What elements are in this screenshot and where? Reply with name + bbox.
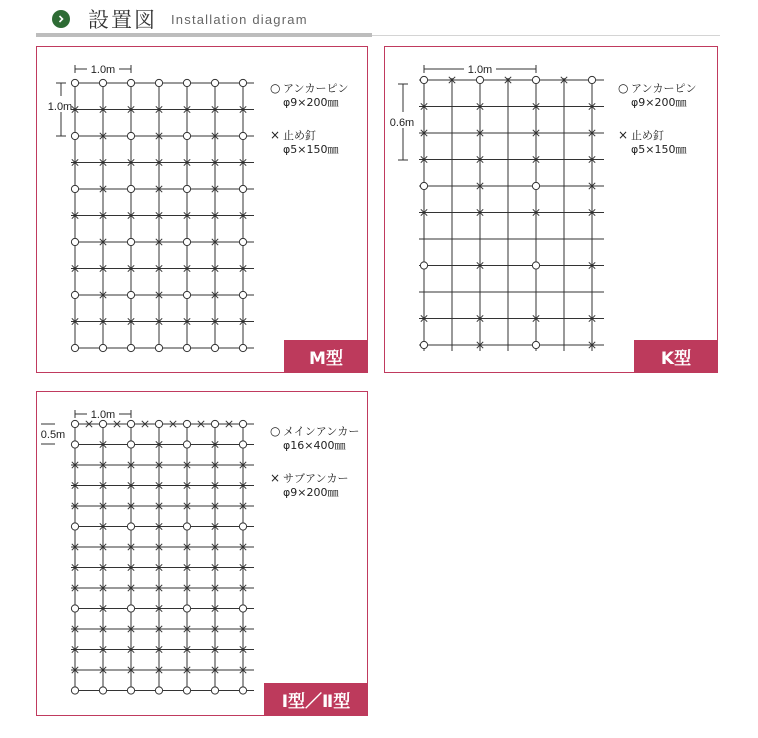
anchor-circle-marker [127, 79, 134, 86]
anchor-circle-marker [532, 182, 539, 189]
m-horizontal-dimension [75, 64, 131, 76]
i-horizontal-dimension [75, 409, 131, 421]
anchor-circle-marker [71, 132, 78, 139]
panel-m-type [36, 46, 368, 373]
anchor-circle-marker [211, 79, 218, 86]
anchor-circle-marker [420, 182, 427, 189]
k-vertical-dimension-label: 0.6m [389, 117, 415, 129]
i-legend [270, 424, 359, 500]
anchor-circle-marker [211, 420, 218, 427]
chevron-right-icon [52, 10, 70, 28]
i-legend-item-circle: ○ メインアンカー [270, 424, 360, 438]
anchor-circle-marker [532, 76, 539, 83]
anchor-circle-marker [127, 291, 134, 298]
m-legend-spec-cross: φ5×150㎜ [283, 143, 339, 156]
anchor-circle-marker [239, 185, 246, 192]
m-vertical-dimension [48, 83, 72, 136]
anchor-circle-marker [183, 344, 190, 351]
anchor-circle-marker [183, 605, 190, 612]
k-horizontal-dimension [424, 64, 536, 76]
anchor-circle-marker [99, 344, 106, 351]
anchor-circle-marker [239, 79, 246, 86]
anchor-circle-marker [71, 238, 78, 245]
i-ii-type-badge: Ⅰ型／Ⅱ型 [264, 683, 368, 716]
anchor-circle-marker [239, 132, 246, 139]
anchor-circle-marker [183, 132, 190, 139]
k-legend-spec-circle: φ9×200㎜ [631, 96, 687, 109]
anchor-circle-marker [183, 687, 190, 694]
anchor-circle-marker [155, 79, 162, 86]
anchor-circle-marker [211, 344, 218, 351]
anchor-circle-marker [183, 420, 190, 427]
header-rule-light [372, 35, 720, 36]
anchor-circle-marker [71, 185, 78, 192]
m-vertical-dimension-label: 1.0m [47, 101, 73, 113]
m-legend-item-cross: × 止め釘 [270, 128, 316, 142]
anchor-circle-marker [239, 291, 246, 298]
anchor-circle-marker [420, 341, 427, 348]
panel-k-type [384, 46, 718, 373]
anchor-circle-marker [71, 523, 78, 530]
i-horizontal-dimension-label: 1.0m [90, 409, 116, 421]
anchor-circle-marker [127, 238, 134, 245]
i-vertical-dimension [41, 424, 65, 444]
m-horizontal-dimension-label: 1.0m [90, 64, 116, 76]
page-subtitle: Installation diagram [171, 11, 308, 27]
anchor-circle-marker [99, 420, 106, 427]
i-legend-spec-circle: φ16×400㎜ [283, 439, 346, 452]
anchor-circle-marker [239, 344, 246, 351]
anchor-circle-marker [183, 79, 190, 86]
m-legend-item-circle: ○ アンカーピン [270, 81, 349, 95]
anchor-circle-marker [127, 132, 134, 139]
anchor-circle-marker [239, 605, 246, 612]
k-legend [618, 81, 697, 157]
k-legend-spec-cross: φ5×150㎜ [631, 143, 687, 156]
k-horizontal-dimension-label: 1.0m [467, 64, 493, 76]
anchor-circle-marker [127, 344, 134, 351]
anchor-circle-marker [239, 420, 246, 427]
anchor-circle-marker [183, 291, 190, 298]
k-type-badge: K型 [634, 340, 718, 373]
anchor-circle-marker [71, 687, 78, 694]
anchor-circle-marker [99, 687, 106, 694]
anchor-circle-marker [239, 523, 246, 530]
anchor-circle-marker [183, 441, 190, 448]
anchor-circle-marker [183, 238, 190, 245]
header-rule [36, 33, 372, 37]
anchor-circle-marker [71, 79, 78, 86]
anchor-circle-marker [155, 687, 162, 694]
anchor-circle-marker [239, 687, 246, 694]
m-legend-spec-circle: φ9×200㎜ [283, 96, 339, 109]
anchor-circle-marker [532, 341, 539, 348]
i-legend-spec-cross: φ9×200㎜ [283, 486, 339, 499]
k-legend-item-cross: × 止め釘 [618, 128, 664, 142]
anchor-circle-marker [71, 291, 78, 298]
anchor-circle-marker [99, 79, 106, 86]
m-type-badge: M型 [284, 340, 368, 373]
anchor-circle-marker [211, 687, 218, 694]
anchor-circle-marker [183, 185, 190, 192]
anchor-circle-marker [155, 420, 162, 427]
k-vertical-dimension [390, 84, 414, 160]
anchor-circle-marker [71, 420, 78, 427]
anchor-circle-marker [420, 262, 427, 269]
anchor-circle-marker [588, 76, 595, 83]
section-header [52, 6, 308, 32]
i-vertical-dimension-label: 0.5m [40, 429, 66, 441]
anchor-circle-marker [127, 185, 134, 192]
anchor-circle-marker [127, 420, 134, 427]
anchor-circle-marker [127, 441, 134, 448]
i-legend-item-cross: × サブアンカー [270, 471, 349, 485]
panel-i-ii-type [36, 391, 368, 716]
anchor-circle-marker [239, 238, 246, 245]
m-legend [270, 81, 349, 157]
anchor-circle-marker [127, 523, 134, 530]
anchor-circle-marker [476, 76, 483, 83]
anchor-circle-marker [155, 344, 162, 351]
anchor-circle-marker [532, 262, 539, 269]
page-title: 設置図 [88, 8, 157, 32]
anchor-circle-marker [71, 344, 78, 351]
anchor-circle-marker [71, 441, 78, 448]
anchor-circle-marker [420, 76, 427, 83]
anchor-circle-marker [71, 605, 78, 612]
anchor-circle-marker [239, 441, 246, 448]
anchor-circle-marker [127, 687, 134, 694]
k-legend-item-circle: ○ アンカーピン [618, 81, 697, 95]
anchor-circle-marker [127, 605, 134, 612]
anchor-circle-marker [183, 523, 190, 530]
